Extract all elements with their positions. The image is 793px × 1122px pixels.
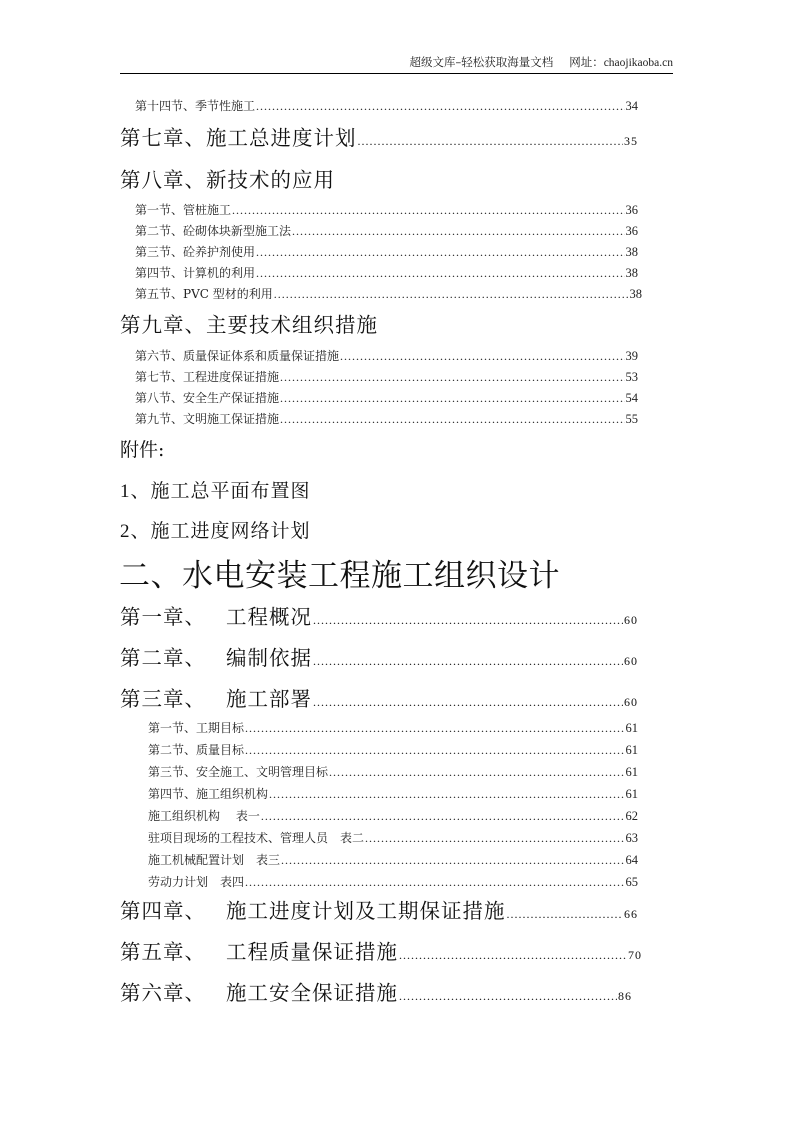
toc-entry-title: 第二节、砼砌体块新型施工法 [135,224,292,238]
toc-entry[interactable] [148,720,638,736]
toc-entry-title: 施工机械配置计划 表三 [148,853,281,867]
toc-entry-title: 驻项目现场的工程技术、管理人员 表二 [148,831,365,845]
toc-chapter[interactable] [120,980,632,1009]
leader-dots [313,607,623,633]
toc-entry[interactable] [148,808,638,824]
toc-entry-title: 第六节、质量保证体系和质量保证措施 [135,349,340,363]
toc-chapter-heading[interactable]: 第八章、新技术的应用 [120,168,335,192]
attachment-item[interactable]: 2、施工进度网络计划 [120,521,311,542]
toc-entry[interactable] [148,764,638,780]
leader-dots [399,942,627,968]
toc-chapter-number: 第五章、 [120,940,206,964]
toc-entry-page: 38 [629,287,642,301]
leader-dots [329,764,624,780]
toc-chapter-page: 60 [624,695,638,709]
toc-entry-page: 64 [625,853,638,867]
leader-dots [269,786,624,802]
toc-entry-page: 63 [625,831,638,845]
leader-dots [313,648,623,674]
toc-entry-page: 36 [625,224,638,238]
leader-dots [280,411,624,427]
header-url-label: 网址： [569,55,604,69]
toc-chapter-page: 35 [624,134,638,148]
toc-entry-page: 39 [625,349,638,363]
toc-entry[interactable] [135,286,642,302]
toc-entry[interactable] [135,244,638,260]
toc-chapter-page: 66 [624,907,638,921]
toc-chapter[interactable] [120,686,638,715]
page-header [120,54,673,71]
toc-entry-page: 36 [625,203,638,217]
leader-dots [292,223,624,239]
leader-dots [280,369,624,385]
toc-entry-page: 53 [625,370,638,384]
toc-chapter-title: 施工部署 [226,687,312,711]
toc-chapter-number: 第二章、 [120,646,206,670]
toc-entry-title: 第八节、安全生产保证措施 [135,391,280,405]
toc-chapter-page: 60 [624,654,638,668]
toc-entry[interactable] [148,830,638,846]
toc-chapter-title: 第七章、施工总进度计划 [120,126,357,150]
leader-dots [245,720,624,736]
toc-entry-page: 38 [625,245,638,259]
toc-chapter[interactable] [120,645,638,674]
leader-dots [256,265,624,281]
toc-entry-title: 第一节、管桩施工 [135,203,232,217]
toc-entry[interactable] [135,369,638,385]
toc-chapter-number: 第一章、 [120,605,206,629]
toc-entry-page: 65 [625,875,638,889]
toc-chapter-title: 编制依据 [226,646,312,670]
toc-chapter-page: 60 [624,613,638,627]
toc-entry-page: 55 [625,412,638,426]
leader-dots [340,348,624,364]
attachments-label: 附件: [120,439,165,461]
toc-entry[interactable] [135,390,638,406]
toc-entry-page: 61 [625,765,638,779]
leader-dots [245,874,624,890]
leader-dots [365,830,624,846]
toc-entry[interactable] [135,411,638,427]
leader-dots [507,901,624,927]
toc-chapter[interactable] [120,939,642,968]
toc-entry-title: 第四节、计算机的利用 [135,266,256,280]
header-url: chaojikaoba.cn [603,57,673,69]
toc-entry-title: 第四节、施工组织机构 [148,787,269,801]
toc-entry-title: 第三节、砼养护剂使用 [135,245,256,259]
toc-chapter[interactable] [120,898,638,927]
toc-entry-page: 61 [625,787,638,801]
header-rule [120,73,673,74]
toc-entry[interactable] [135,265,638,281]
toc-entry-page: 38 [625,266,638,280]
toc-chapter-title: 施工进度计划及工期保证措施 [226,899,506,923]
attachment-item[interactable]: 1、施工总平面布置图 [120,481,311,502]
toc-entry-title: 施工组织机构 表一 [148,809,260,823]
leader-dots [256,98,624,114]
toc-entry[interactable] [148,874,638,890]
toc-chapter-title: 施工安全保证措施 [226,981,398,1005]
toc-chapter-page: 70 [628,948,642,962]
toc-entry-title: 第一节、工期目标 [148,721,245,735]
toc-chapter[interactable] [120,604,638,633]
toc-chapter-number: 第六章、 [120,981,206,1005]
leader-dots [274,286,629,302]
toc-chapter-heading[interactable]: 第九章、主要技术组织措施 [120,313,378,337]
header-brand: 超级文库–轻松获取海量文档 [409,55,554,69]
toc-entry-title: 第十四节、季节性施工 [135,99,256,113]
toc-chapter-title: 工程概况 [226,605,312,629]
toc-entry-page: 61 [625,743,638,757]
toc-entry[interactable] [148,786,638,802]
toc-entry-title: 第三节、安全施工、文明管理目标 [148,765,329,779]
toc-entry[interactable] [148,742,638,758]
leader-dots [280,390,624,406]
leader-dots [399,983,617,1009]
toc-chapter-number: 第三章、 [120,687,206,711]
leader-dots [256,244,624,260]
leader-dots [281,852,624,868]
leader-dots [313,689,623,715]
toc-entry[interactable] [148,852,638,868]
toc-entry[interactable] [135,348,638,364]
toc-entry-page: 61 [625,721,638,735]
toc-entry-page: 54 [625,391,638,405]
toc-entry-title: 第七节、工程进度保证措施 [135,370,280,384]
toc-chapter-title: 工程质量保证措施 [226,940,398,964]
leader-dots [232,202,624,218]
toc-chapter-page: 86 [618,989,632,1003]
toc-chapter[interactable] [120,125,638,154]
toc-entry[interactable] [135,202,638,218]
toc-entry[interactable] [135,223,638,239]
toc-entry-title: 第九节、文明施工保证措施 [135,412,280,426]
toc-entry-title: 第二节、质量目标 [148,743,245,757]
toc-entry-title: 劳动力计划 表四 [148,875,245,889]
part-title: 二、水电安装工程施工组织设计 [119,558,560,594]
leader-dots [358,128,624,154]
leader-dots [245,742,624,758]
toc-entry-title: 第五节、PVC 型材的利用 [135,287,273,301]
toc-entry-page: 34 [625,99,638,113]
toc-entry-page: 62 [625,809,638,823]
toc-chapter-number: 第四章、 [120,899,206,923]
toc-entry[interactable] [135,98,638,114]
leader-dots [261,808,625,824]
